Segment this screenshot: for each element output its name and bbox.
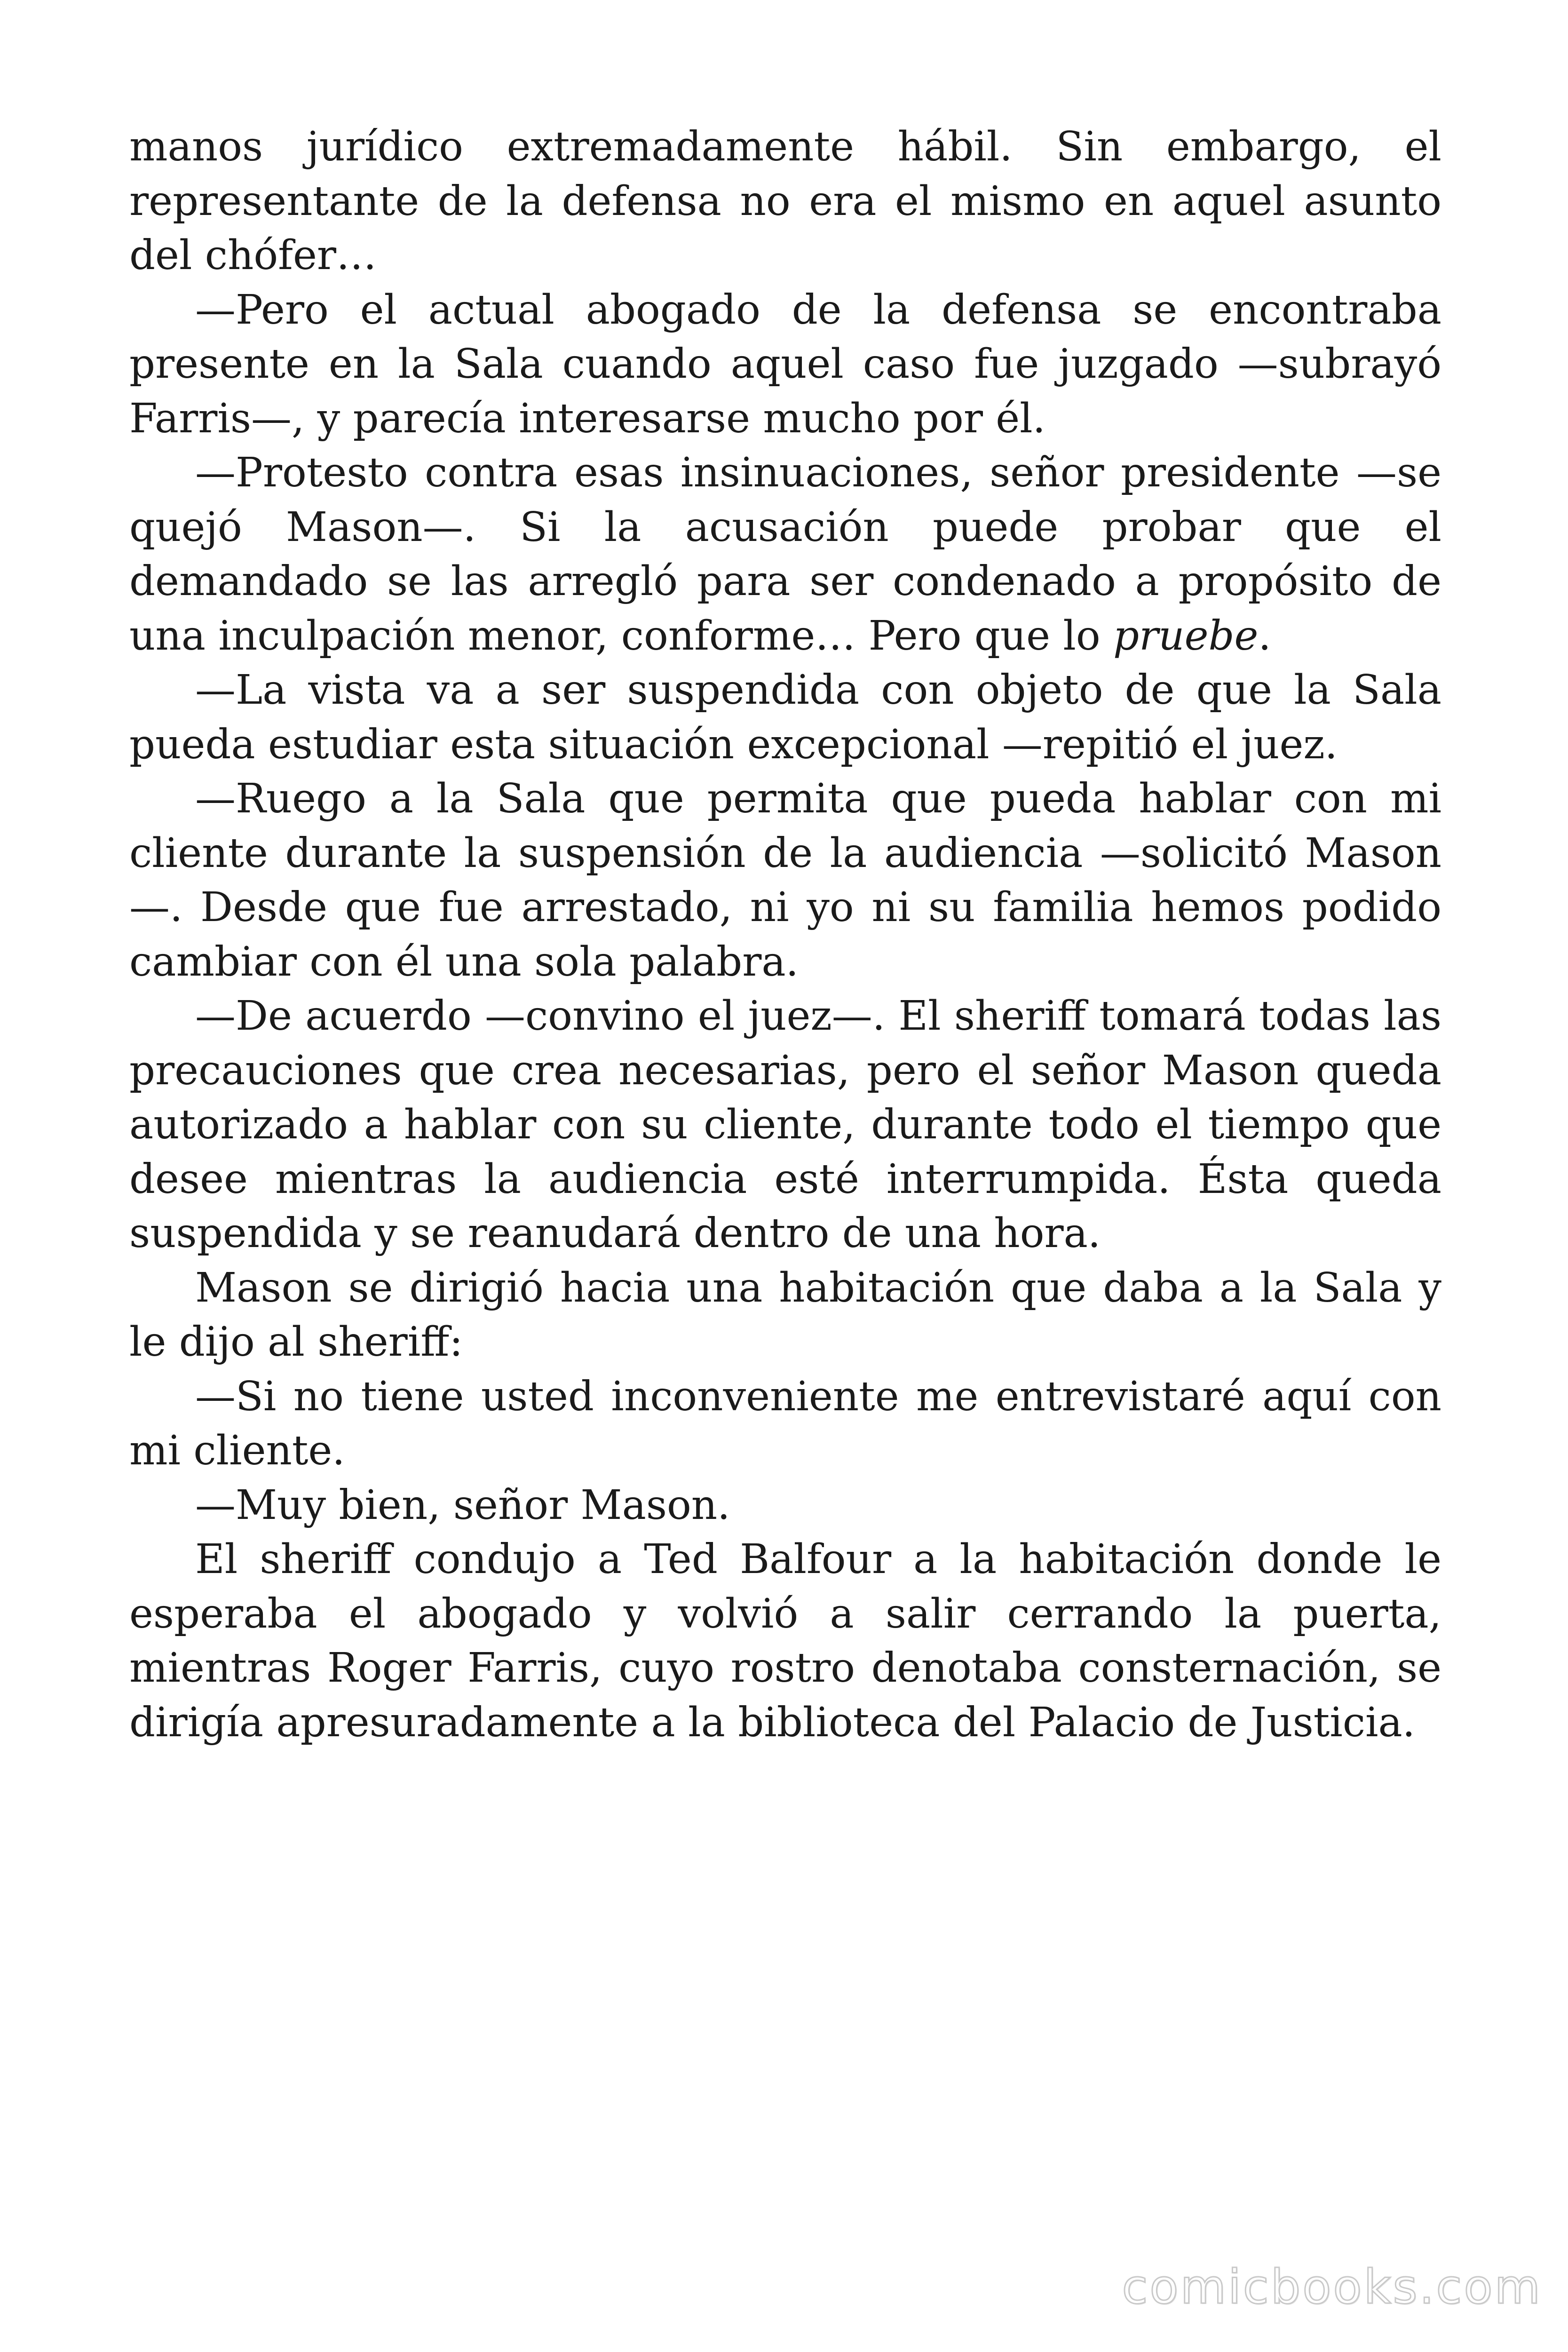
paragraph-5: —Ruego a la Sala que permita que pueda hablar con mi cliente durante la suspensión de la audiencia —solicitó Mason—. Desde que fue arrestado, ni yo ni su familia hemos podido cambiar con él una sola palabra. (129, 775, 1441, 985)
paragraph-8: —Si no tiene usted inconveniente me entrevistaré aquí con mi cliente. (129, 1373, 1441, 1474)
paragraph-3-italic: pruebe (1113, 612, 1259, 660)
paragraph-9: —Muy bien, señor Mason. (195, 1481, 730, 1529)
paragraph-7: Mason se dirigió hacia una habitación que daba a la Sala y le dijo al sheriff: (129, 1264, 1441, 1366)
paragraph-4: —La vista va a ser suspendida con objeto de que la Sala pueda estudiar esta situación excepcional —repitió el juez. (129, 667, 1441, 768)
page-body (129, 120, 1441, 1750)
paragraph-10: El sheriff condujo a Ted Balfour a la habitación donde le esperaba el abogado y volvió a salir cerrando la puerta, mientras Roger Farris, cuyo rostro denotaba consternación, se dirigía apresuradamente a la biblioteca del Palacio de Justicia. (129, 1536, 1441, 1746)
paragraph-2: —Pero el actual abogado de la defensa se encontraba presente en la Sala cuando aquel caso fue juzgado —subrayó Farris—, y parecía interesarse mucho por él. (129, 286, 1441, 442)
paragraph-3 (129, 446, 1441, 663)
watermark-logo: comicbooks.com (1122, 2259, 1542, 2314)
paragraph-6: —De acuerdo —convino el juez—. El sheriff tomará todas las precauciones que crea necesarias, pero el señor Mason queda autorizado a hablar con su cliente, durante todo el tiempo que desee mientras la audiencia esté interrumpida. Ésta queda suspendida y se reanudará dentro de una hora. (129, 993, 1441, 1257)
paragraph-1: manos jurídico extremadamente hábil. Sin embargo, el representante de la defensa no era el mismo en aquel asunto del chófer… (129, 123, 1441, 279)
paragraph-3-tail: . (1258, 612, 1271, 660)
paragraph-3-text: —Protesto contra esas insinuaciones, señor presidente —se quejó Mason—. Si la acusación puede probar que el demandado se las arregló para ser condenado a propósito de una inculpación menor, conforme… Pero que lo (129, 449, 1441, 660)
